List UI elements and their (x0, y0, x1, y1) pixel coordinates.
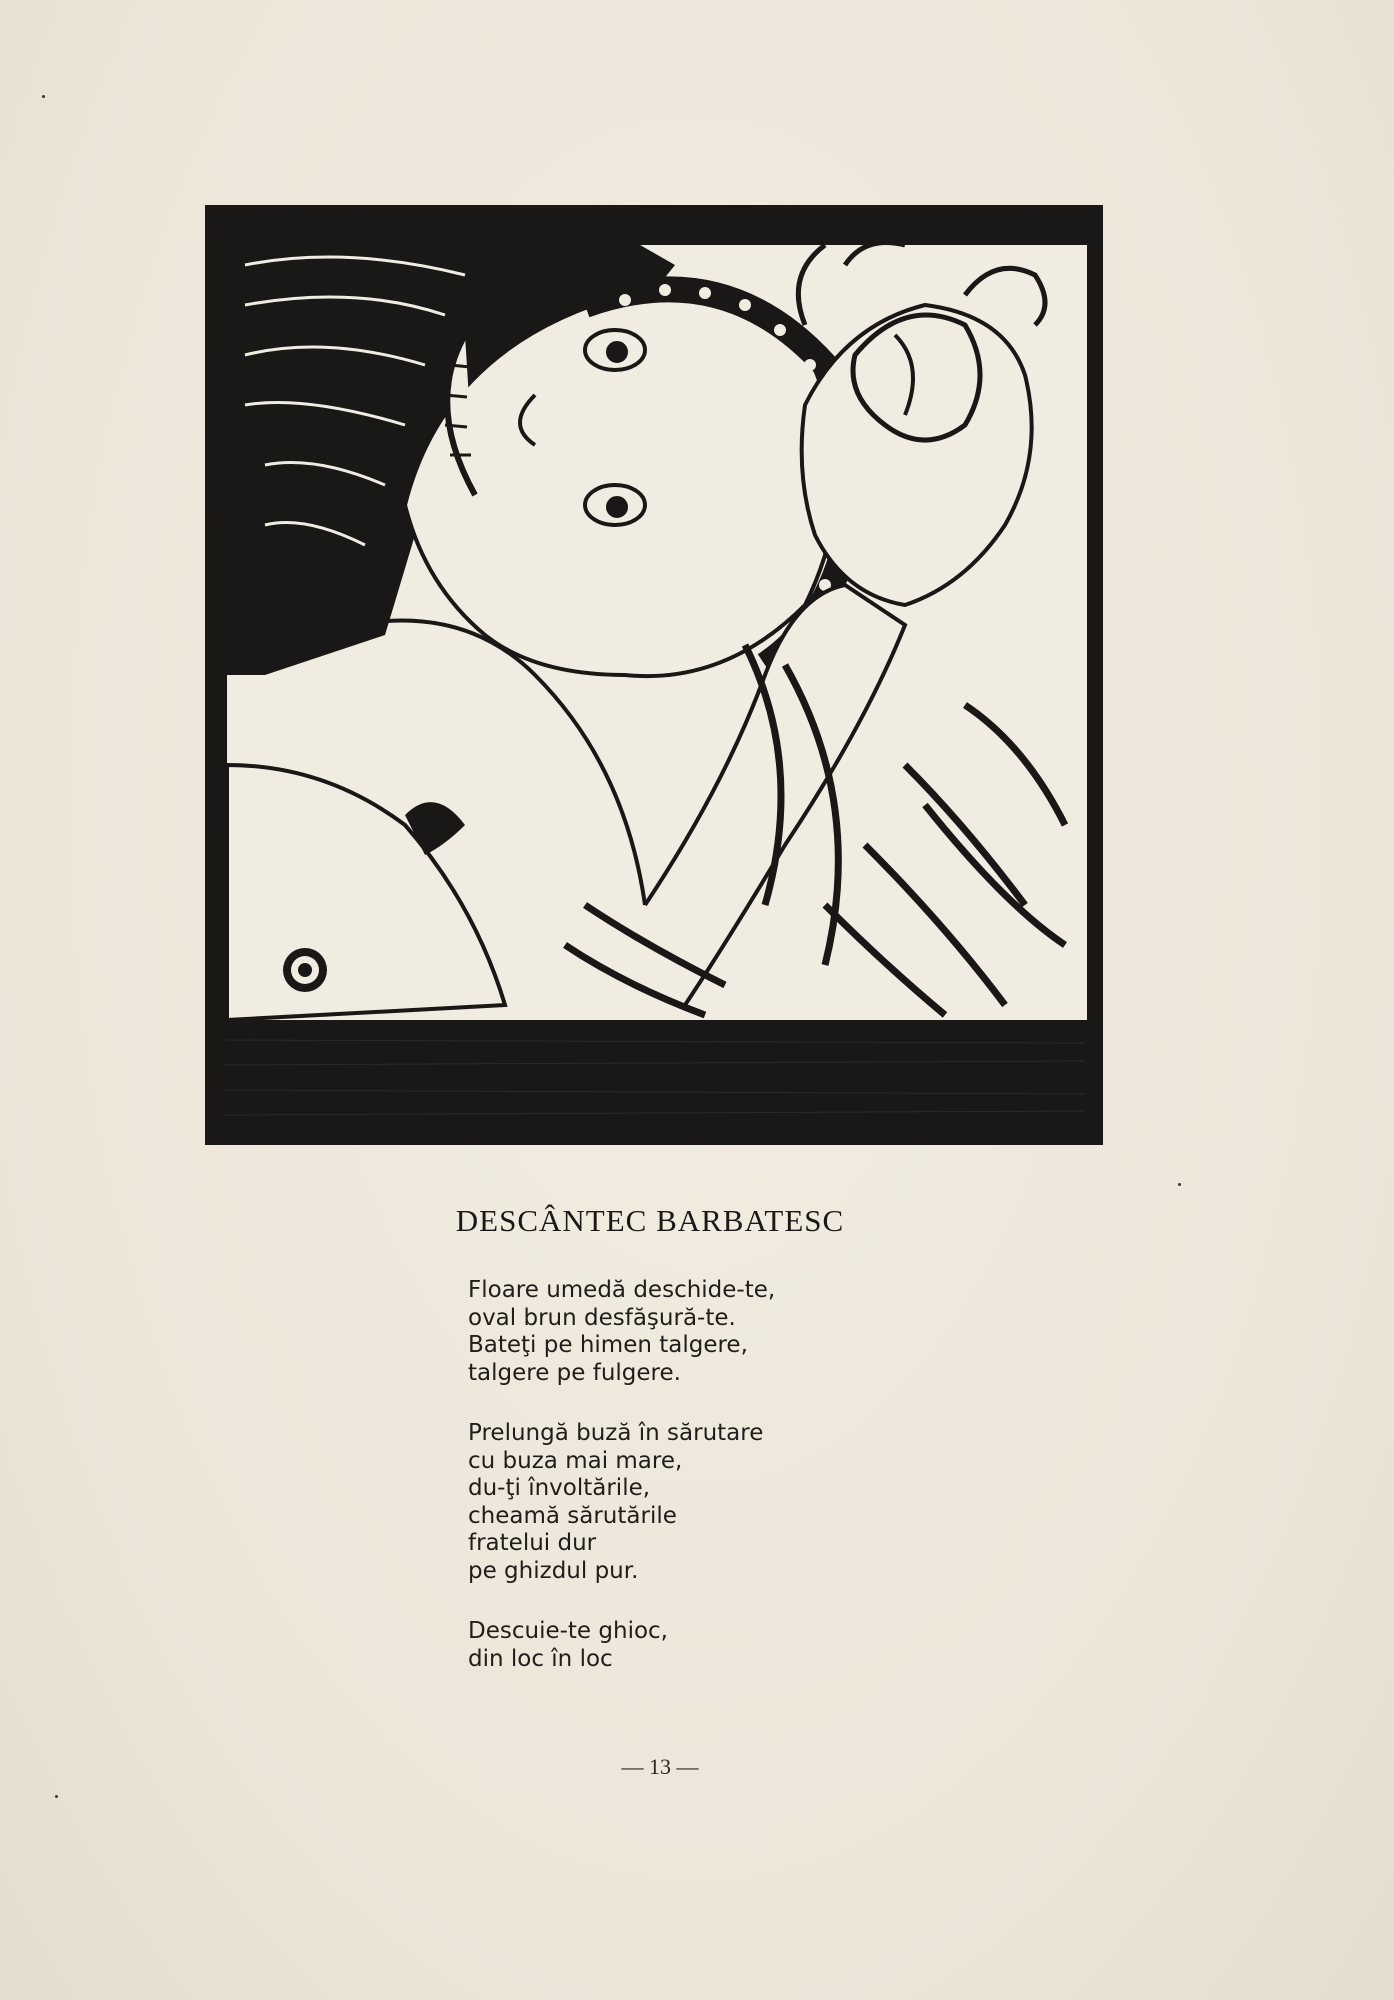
poem-line: fratelui dur (468, 1530, 597, 1556)
poem-line: talgere pe fulgere. (468, 1359, 681, 1386)
stanza (468, 1420, 968, 1585)
poem-line: Bateţi pe himen talgere, (468, 1332, 748, 1358)
poem-title: DESCÂNTEC BARBATESC (455, 1203, 845, 1238)
poem-line: oval brun desfăşură-te. (468, 1304, 736, 1331)
page-number: — 13 — (621, 1754, 699, 1779)
poem-line: cu buza mai mare, (468, 1447, 683, 1474)
paper-speck (1178, 1183, 1181, 1186)
poem-line: Descuie-te ghioc, (468, 1618, 668, 1644)
poem-line: din loc în loc (468, 1645, 613, 1672)
poem-line: du-ţi învoltările, (468, 1475, 651, 1501)
poem-line: cheamă sărutările (468, 1502, 677, 1529)
poem-line: Floare umedă deschide-te, (468, 1277, 776, 1303)
stanza (468, 1618, 968, 1673)
woodcut-ground (205, 1020, 1103, 1145)
poem-line: pe ghizdul pur. (468, 1557, 639, 1584)
paper-speck (42, 95, 45, 98)
woodcut-illustration (205, 205, 1103, 1145)
stanza (468, 1277, 968, 1387)
paper-speck (55, 1795, 58, 1798)
poem-line: Prelungă buză în sărutare (468, 1420, 764, 1446)
sun-ornament (283, 948, 327, 992)
poem-body (468, 1277, 968, 1706)
